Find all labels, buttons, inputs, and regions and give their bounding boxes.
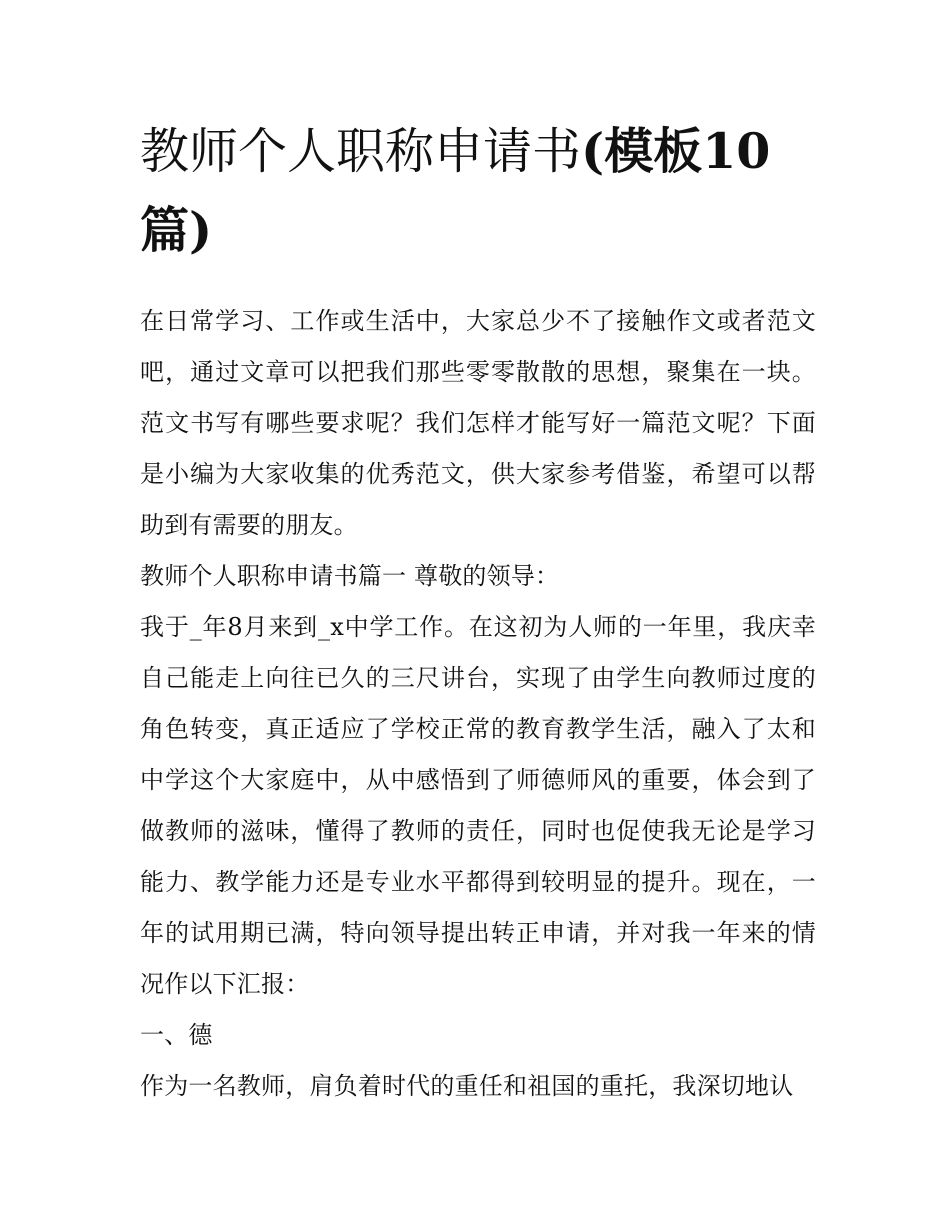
body-paragraph: 我于_年8月来到_x中学工作。在这初为人师的一年里，我庆幸自己能走上向往已久的三尺讲台，实现了由学生向教师过度的角色转变，真正适应了学校正常的教育教学生活，融入了太和中学这个大家庭中，从中感悟到了师德师风的重要，体会到了做教师的滋味，懂得了教师的责任，同时也促使我无论是学习能力、教学能力还是专业水平都得到较明显的提升。现在，一年的试用期已满，特向领导提出转正申请，并对我一年来的情况作以下汇报： — [140, 613, 816, 998]
document-title — [140, 112, 816, 270]
title-bold-text: (模板10篇) — [140, 122, 771, 259]
intro-paragraph: 在日常学习、工作或生活中，大家总少不了接触作文或者范文吧，通过文章可以把我们那些零零散散的思想，聚集在一块。范文书写有哪些要求呢？我们怎样才能写好一篇范文呢？下面是小编为大家收集的优秀范文，供大家参考借鉴，希望可以帮助到有需要的朋友。 — [140, 307, 816, 539]
section-heading-virtue: 一、德 — [140, 1021, 213, 1049]
document-page — [140, 112, 816, 1112]
title-main-text: 教师个人职称申请书 — [140, 123, 582, 180]
body-paragraph-continued: 作为一名教师，肩负着时代的重任和祖国的重托，我深切地认 — [140, 1072, 794, 1100]
section-heading-salutation: 教师个人职称申请书篇一 尊敬的领导： — [140, 562, 560, 590]
